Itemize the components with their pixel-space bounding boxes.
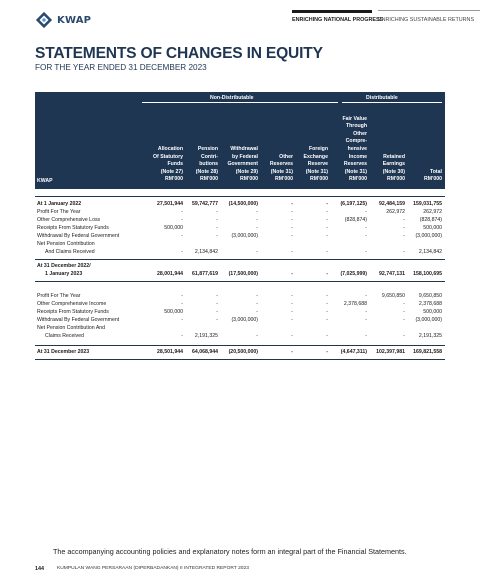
table-cell: 2,134,842 — [194, 249, 218, 255]
column-header — [327, 116, 367, 184]
column-header-line: RM'000 — [200, 176, 218, 183]
table-rule — [35, 359, 445, 360]
table-cell: - — [403, 249, 405, 255]
table-cell: 27,501,944 — [157, 201, 183, 207]
table-row — [35, 333, 445, 341]
table-cell: 92,484,159 — [379, 201, 405, 207]
table-cell: - — [365, 293, 367, 299]
table-cell: (3,000,000) — [231, 233, 258, 239]
table-cell: 500,000 — [423, 225, 442, 231]
table-cell: - — [403, 233, 405, 239]
top-navigation — [292, 17, 480, 27]
column-header-line: (Note 28) — [195, 168, 218, 175]
column-header — [218, 146, 258, 184]
table-row — [35, 309, 445, 317]
table-cell: - — [181, 217, 183, 223]
table-cell: - — [216, 217, 218, 223]
column-header-line: Other — [279, 153, 293, 160]
footnote: The accompanying accounting policies and explanatory notes form an integral part of the Financial Statements. — [53, 547, 407, 556]
column-header-line: Allocation — [157, 146, 183, 152]
table-cell: - — [291, 333, 293, 339]
column-header-line: RM'000 — [165, 176, 183, 183]
table-cell: 28,001,944 — [157, 271, 183, 277]
column-header-line: Earnings — [382, 161, 405, 168]
column-header-line: hensive — [347, 145, 367, 152]
table-cell: 262,972 — [386, 209, 405, 215]
tab-enriching-national-progress[interactable]: ENRICHING NATIONAL PROGRESS — [292, 17, 384, 23]
column-header — [143, 146, 183, 184]
table-cell: - — [256, 333, 258, 339]
table-cell: (17,500,000) — [228, 271, 258, 277]
active-tab-indicator — [292, 10, 372, 13]
table-rule — [35, 281, 445, 282]
column-header-line: RM'000 — [387, 176, 405, 183]
column-header-line: Other — [353, 130, 367, 137]
column-header-line: Retained — [383, 153, 405, 160]
table-cell: - — [291, 317, 293, 323]
table-cell: - — [365, 209, 367, 215]
table-cell: - — [365, 309, 367, 315]
table-cell: - — [216, 301, 218, 307]
row-label: 1 January 2023 — [45, 271, 83, 277]
table-cell: 9,650,850 — [418, 293, 442, 299]
table-row — [35, 317, 445, 325]
table-rule — [35, 259, 445, 260]
table-row — [35, 271, 445, 279]
table-cell: - — [326, 349, 328, 355]
table-cell: - — [291, 349, 293, 355]
table-row — [35, 225, 445, 233]
table-cell: - — [181, 301, 183, 307]
table-cell: - — [326, 271, 328, 277]
row-label: Profit For The Year — [37, 209, 81, 215]
row-label: At 31 December 2023 — [37, 349, 90, 355]
table-row — [35, 249, 445, 257]
table-cell: 64,068,944 — [192, 349, 218, 355]
table-cell: - — [403, 309, 405, 315]
table-cell: - — [365, 249, 367, 255]
column-header-line: Foreign — [308, 146, 328, 152]
column-header-line: RM'000 — [424, 176, 442, 183]
column-header-line: Income — [348, 153, 367, 160]
table-cell: - — [291, 271, 293, 277]
table-cell: 28,501,944 — [157, 349, 183, 355]
column-header-line: Of Statutory — [153, 153, 183, 160]
table-cell: - — [326, 233, 328, 239]
column-header-line: Government — [227, 161, 258, 168]
table-cell: 500,000 — [423, 309, 442, 315]
table-cell: (4,647,311) — [340, 349, 367, 355]
row-label: Withdrawal By Federal Government — [37, 233, 120, 239]
table-cell: (3,000,000) — [415, 317, 442, 323]
table-cell: - — [216, 233, 218, 239]
table-cell: - — [365, 333, 367, 339]
column-header-line: Funds — [167, 161, 183, 168]
table-cell: 61,877,619 — [192, 271, 218, 277]
table-cell: - — [403, 317, 405, 323]
table-cell: - — [326, 309, 328, 315]
table-cell: - — [326, 217, 328, 223]
column-header-line: Pension — [197, 146, 218, 152]
column-header-line: Reserves — [269, 161, 293, 168]
table-cell: - — [291, 301, 293, 307]
column-header-line: butions — [199, 161, 218, 168]
row-label: And Claims Received — [45, 249, 95, 255]
table-cell: 2,378,688 — [418, 301, 442, 307]
table-row — [35, 233, 445, 241]
table-cell: - — [256, 293, 258, 299]
table-cell: - — [181, 233, 183, 239]
table-row — [35, 241, 445, 249]
table-cell: - — [181, 333, 183, 339]
table-cell: - — [326, 293, 328, 299]
tab-divider — [378, 10, 480, 11]
table-cell: (6,197,125) — [340, 201, 367, 207]
table-cell: - — [365, 317, 367, 323]
row-header-label: KWAP — [37, 178, 53, 184]
table-cell: 9,650,850 — [381, 293, 405, 299]
table-cell: - — [326, 317, 328, 323]
table-cell: 92,747,131 — [379, 271, 405, 277]
table-cell: - — [181, 209, 183, 215]
table-cell: - — [291, 209, 293, 215]
table-cell: 102,397,981 — [376, 349, 405, 355]
table-cell: (14,500,000) — [228, 201, 258, 207]
table-cell: - — [256, 309, 258, 315]
table-row — [35, 263, 445, 271]
column-header-line: Exchange — [303, 153, 328, 160]
column-header — [178, 146, 218, 184]
column-header — [365, 154, 405, 184]
column-header-line: Through — [345, 123, 367, 130]
table-cell: - — [181, 293, 183, 299]
table-cell: 2,191,325 — [194, 333, 218, 339]
table-cell: 2,378,688 — [343, 301, 367, 307]
group-header-distributable: Distributable — [366, 95, 398, 101]
kwap-logo-icon — [35, 11, 53, 29]
column-header-line: Withdrawal — [230, 146, 258, 152]
column-header — [253, 154, 293, 184]
column-header-line: Contri- — [201, 153, 218, 160]
table-cell: (3,000,000) — [415, 233, 442, 239]
row-label: Profit For The Year — [37, 293, 81, 299]
column-header-line: (Note 31) — [305, 168, 328, 175]
table-row — [35, 201, 445, 209]
table-cell: - — [326, 333, 328, 339]
row-label: Withdrawal By Federal Government — [37, 317, 120, 323]
table-rule — [35, 196, 445, 197]
table-cell: 158,100,695 — [413, 271, 442, 277]
table-cell: 169,821,558 — [413, 349, 442, 355]
row-label: Other Comprehensive Income — [37, 301, 107, 307]
column-header-line: (Note 29) — [235, 168, 258, 175]
table-cell: - — [291, 201, 293, 207]
column-header-line: Reserve — [307, 161, 328, 168]
table-cell: - — [181, 249, 183, 255]
table-cell: - — [256, 225, 258, 231]
table-cell: - — [326, 225, 328, 231]
table-cell: (3,000,000) — [231, 317, 258, 323]
column-header-line: by Federal — [232, 153, 258, 160]
group-underline — [342, 102, 442, 103]
column-header-line: Reserves — [343, 161, 367, 168]
publication-name: KUMPULAN WANG PERSARAAN (DIPERBADANKAN) II INTEGRATED REPORT 2023 — [57, 566, 249, 571]
table-cell: - — [216, 309, 218, 315]
page-title: STATEMENTS OF CHANGES IN EQUITY — [35, 45, 323, 62]
table-cell: 59,742,777 — [192, 201, 218, 207]
table-cell: - — [181, 317, 183, 323]
table-cell: (828,874) — [419, 217, 442, 223]
page-number: 144 — [35, 566, 44, 572]
kwap-logo[interactable] — [35, 11, 91, 29]
column-header-line: (Note 30) — [382, 168, 405, 175]
row-label: Receipts From Statutory Funds — [37, 225, 109, 231]
column-header — [402, 169, 442, 184]
table-cell: - — [256, 301, 258, 307]
row-label: Claims Received — [45, 333, 84, 339]
table-cell: - — [256, 217, 258, 223]
table-cell: - — [291, 225, 293, 231]
table-cell: 500,000 — [164, 225, 183, 231]
column-header-line: RM'000 — [275, 176, 293, 183]
row-label: Net Pension Contribution — [37, 241, 95, 247]
table-row — [35, 301, 445, 309]
table-row — [35, 217, 445, 225]
table-cell: - — [256, 209, 258, 215]
column-header — [288, 146, 328, 184]
column-header-line: RM'000 — [310, 176, 328, 183]
table-cell: - — [403, 217, 405, 223]
table-cell: - — [403, 301, 405, 307]
table-row — [35, 293, 445, 301]
table-row — [35, 209, 445, 217]
table-cell: 2,191,325 — [418, 333, 442, 339]
table-cell: - — [216, 317, 218, 323]
column-header-line: RM'000 — [240, 176, 258, 183]
table-row — [35, 325, 445, 333]
table-cell: (20,500,000) — [228, 349, 258, 355]
table-cell: - — [403, 225, 405, 231]
table-cell: (828,874) — [344, 217, 367, 223]
row-label: Receipts From Statutory Funds — [37, 309, 109, 315]
brand-name: KWAP — [57, 14, 92, 26]
table-row — [35, 349, 445, 357]
table-cell: - — [326, 301, 328, 307]
table-cell: - — [365, 233, 367, 239]
row-label: At 1 January 2022 — [37, 201, 82, 207]
column-header-line: (Note 31) — [344, 168, 367, 175]
column-header-line: Fair Value — [342, 115, 367, 122]
page-subtitle: FOR THE YEAR ENDED 31 DECEMBER 2023 — [35, 63, 207, 72]
column-header-line: (Note 27) — [160, 168, 183, 175]
row-label: Net Pension Contribution And — [37, 325, 106, 331]
table-cell: - — [291, 309, 293, 315]
table-cell: 159,031,755 — [413, 201, 442, 207]
column-header-line: Compre- — [345, 138, 367, 145]
table-cell: 262,972 — [423, 209, 442, 215]
table-cell: - — [291, 217, 293, 223]
table-cell: - — [216, 209, 218, 215]
table-cell: - — [326, 201, 328, 207]
table-cell: (7,025,999) — [340, 271, 367, 277]
tab-enriching-sustainable-returns[interactable]: ENRICHING SUSTAINABLE RETURNS — [378, 17, 475, 23]
table-cell: - — [326, 209, 328, 215]
table-cell: - — [216, 293, 218, 299]
table-cell: 500,000 — [164, 309, 183, 315]
table-cell: 2,134,842 — [418, 249, 442, 255]
column-header-line: (Note 31) — [270, 168, 293, 175]
table-cell: - — [256, 249, 258, 255]
column-header-line: Total — [429, 168, 442, 175]
table-rule — [35, 345, 445, 346]
table-cell: - — [291, 249, 293, 255]
table-cell: - — [291, 293, 293, 299]
column-header-line: RM'000 — [349, 176, 367, 183]
table-cell: - — [326, 249, 328, 255]
group-underline — [142, 102, 338, 103]
table-cell: - — [216, 225, 218, 231]
table-cell: - — [365, 225, 367, 231]
row-label: Other Comprehensive Loss — [37, 217, 101, 223]
group-header-non-distributable: Non-Distributable — [210, 95, 254, 101]
row-label: At 31 December 2022/ — [37, 263, 91, 269]
table-cell: - — [291, 233, 293, 239]
table-cell: - — [403, 333, 405, 339]
